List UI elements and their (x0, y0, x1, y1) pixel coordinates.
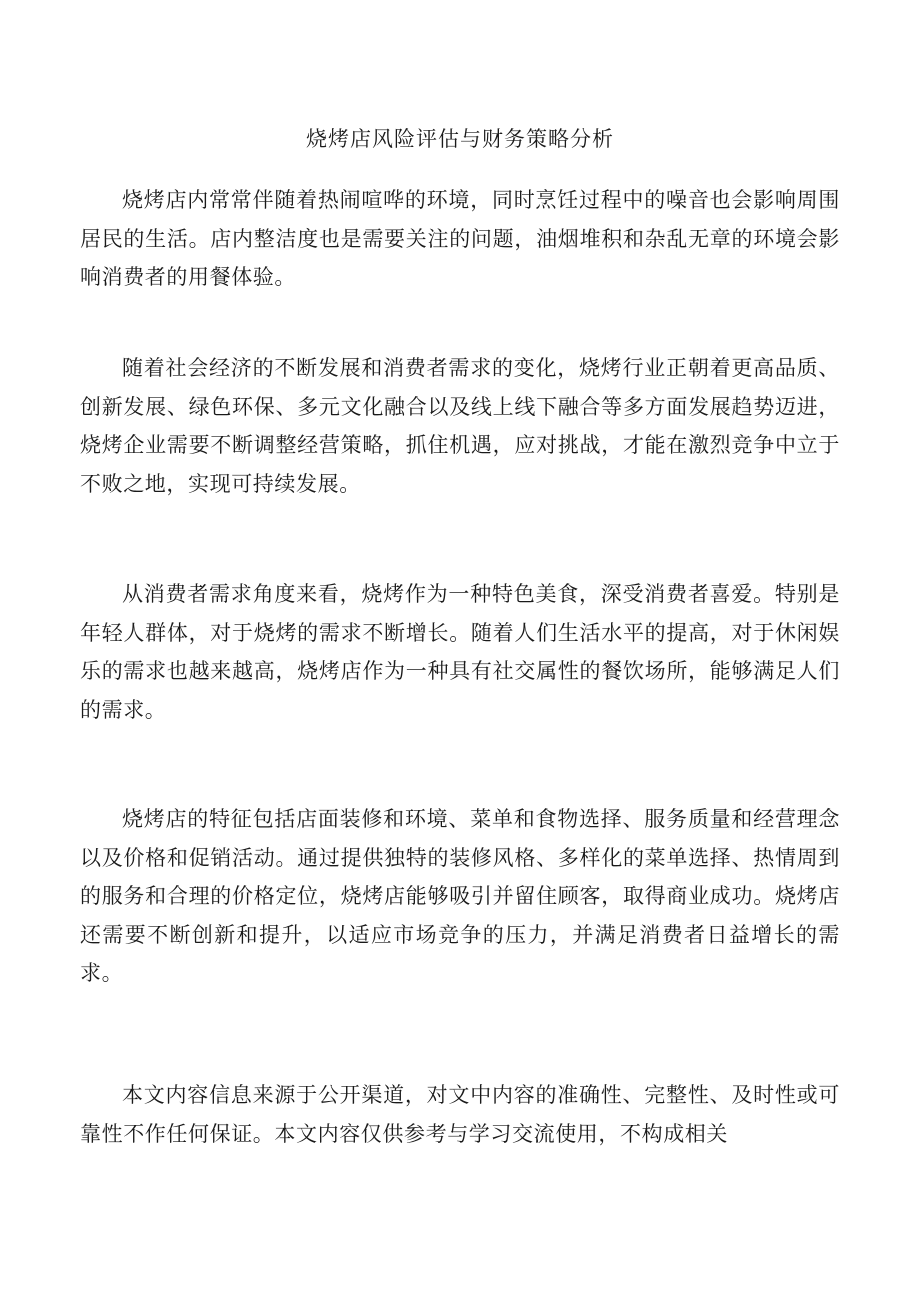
document-title: 烧烤店风险评估与财务策略分析 (306, 127, 614, 151)
paragraph-disclaimer: 本文内容信息来源于公开渠道，对文中内容的准确性、完整性、及时性或可靠性不作任何保证。本文内容仅供参考与学习交流使用，不构成相关 (80, 1083, 840, 1146)
paragraph-consumer-demand: 从消费者需求角度来看，烧烤作为一种特色美食，深受消费者喜爱。特别是年轻人群体，对于烧烤的需求不断增长。随着人们生活水平的提高，对于休闲娱乐的需求也越来越高，烧烤店作为一种具有社交属性的餐饮场所，能够满足人们的需求。 (80, 582, 840, 722)
paragraph-industry-trends: 随着社会经济的不断发展和消费者需求的变化，烧烤行业正朝着更高品质、创新发展、绿色环保、多元文化融合以及线上线下融合等多方面发展趋势迈进，烧烤企业需要不断调整经营策略，抓住机遇，应对挑战，才能在激烈竞争中立于不败之地，实现可持续发展。 (80, 356, 840, 496)
paragraph-environment: 烧烤店内常常伴随着热闹喧哗的环境，同时烹饪过程中的噪音也会影响周围居民的生活。店内整洁度也是需要关注的问题，油烟堆积和杂乱无章的环境会影响消费者的用餐体验。 (80, 188, 840, 289)
paragraph-store-features: 烧烤店的特征包括店面装修和环境、菜单和食物选择、服务质量和经营理念以及价格和促销活动。通过提供独特的装修风格、多样化的菜单选择、热情周到的服务和合理的价格定位，烧烤店能够吸引并留住顾客，取得商业成功。烧烤店还需要不断创新和提升，以适应市场竞争的压力，并满足消费者日益增长的需求。 (80, 807, 840, 985)
